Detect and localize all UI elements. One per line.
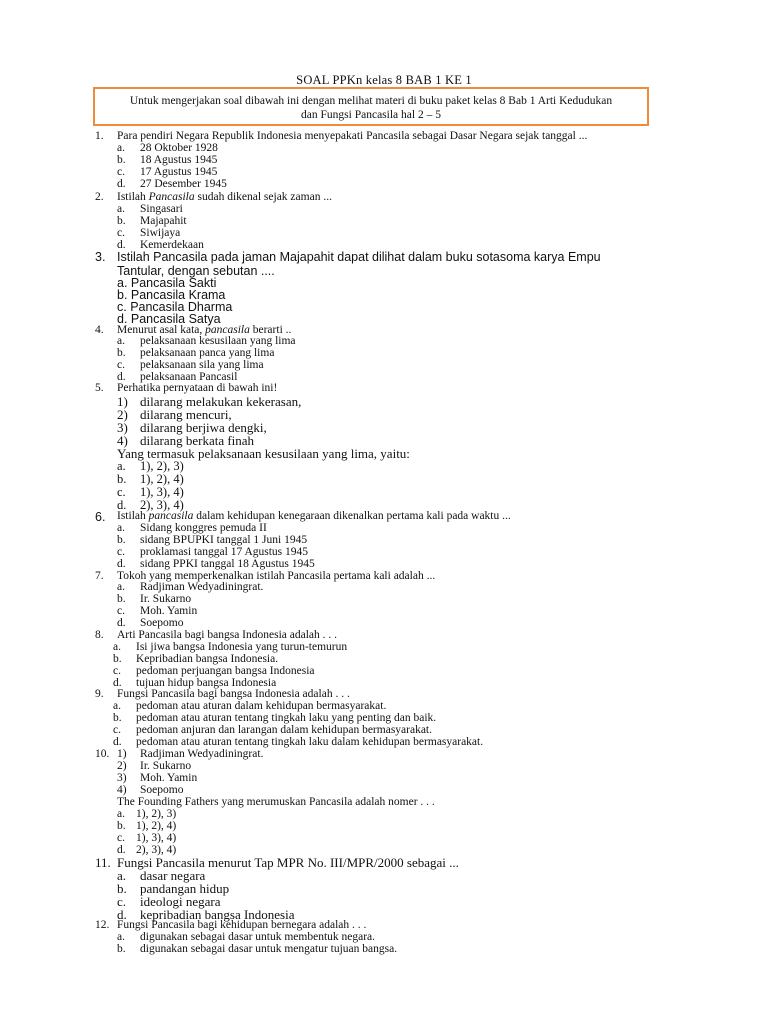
text-part: berarti ..	[249, 324, 292, 336]
option-text: Radjiman Wedyadiningrat.	[140, 581, 264, 593]
option-letter: b.	[113, 653, 122, 665]
statement-number: 3)	[117, 772, 127, 784]
option-text: 27 Desember 1945	[140, 178, 227, 190]
statement-number: 4)	[117, 433, 128, 448]
option-text: Moh. Yamin	[140, 605, 198, 617]
option-text: pelaksanaan sila yang lima	[140, 359, 264, 371]
sub-question: The Founding Fathers yang merumuskan Pancasila adalah nomer . . .	[117, 796, 435, 808]
option-text: Soepomo	[140, 617, 184, 629]
text-part: dalam kehidupan kenegaraan dikenalkan pertama kali pada waktu ...	[193, 510, 511, 522]
option-text: Kepribadian bangsa Indonesia.	[136, 653, 279, 665]
option-text: 1), 2), 3)	[140, 459, 184, 473]
italic-term: pancasila	[148, 510, 194, 522]
text-part: Istilah	[117, 510, 149, 522]
option-letter: b.	[117, 215, 126, 227]
option-letter: d.	[117, 239, 126, 251]
question-number: 2.	[95, 191, 104, 203]
sub-question: Yang termasuk pelaksanaan kesusilaan yang lima, yaitu:	[117, 446, 410, 461]
option-letter: d.	[117, 844, 126, 856]
statement-number: 2)	[117, 760, 127, 772]
statement-text: Moh. Yamin	[140, 772, 198, 784]
question-number: 11.	[95, 855, 111, 870]
option-text: 1), 3), 4)	[140, 485, 184, 499]
option-letter: c.	[113, 724, 121, 736]
option-letter: d.	[117, 178, 126, 190]
option-text: Kemerdekaan	[140, 239, 204, 251]
statement-text: dilarang berkata finah	[140, 433, 255, 448]
question-number: 3.	[95, 250, 106, 264]
question-text	[117, 510, 511, 522]
option-letter: a.	[117, 808, 125, 820]
instruction-box	[93, 87, 649, 126]
option: b. Pancasila Krama	[117, 288, 226, 302]
option-text: pedoman atau aturan dalam kehidupan bermasyarakat.	[136, 700, 387, 712]
option-text: proklamasi tanggal 17 Agustus 1945	[140, 546, 309, 558]
option-text: 17 Agustus 1945	[140, 166, 218, 178]
option-text: dasar negara	[140, 868, 206, 883]
option-letter: a.	[117, 459, 126, 473]
question-number: 12.	[95, 919, 110, 931]
option-letter: d.	[117, 498, 127, 512]
option-letter: c.	[117, 359, 125, 371]
option-letter: b.	[117, 472, 127, 486]
option-text: Singasari	[140, 203, 183, 215]
option-letter: b.	[117, 593, 126, 605]
option-letter: a.	[117, 142, 125, 154]
option-text: 1), 2), 3)	[136, 808, 177, 820]
question-number: 6.	[95, 510, 106, 524]
option-letter: d.	[117, 558, 126, 570]
option-text: sidang BPUPKI tanggal 1 Juni 1945	[140, 534, 308, 546]
question-text: Tokoh yang memperkenalkan istilah Pancasila pertama kali adalah ...	[117, 570, 436, 582]
option-letter: a.	[117, 931, 125, 943]
option-letter: c.	[113, 665, 121, 677]
question-text: Arti Pancasila bagi bangsa Indonesia adalah . . .	[117, 629, 338, 641]
question-text: Para pendiri Negara Republik Indonesia menyepakati Pancasila sebagai Dasar Negara sejak tanggal ...	[117, 130, 588, 142]
option-text: pedoman perjuangan bangsa Indonesia	[136, 665, 315, 677]
option: a. Pancasila Sakti	[117, 276, 217, 290]
option-letter: a.	[117, 868, 127, 883]
option-letter: d.	[113, 736, 122, 748]
option-text: Siwijaya	[140, 227, 181, 239]
option-text: pedoman anjuran dan larangan dalam kehidupan bermasyarakat.	[136, 724, 433, 736]
option-letter: a.	[117, 335, 125, 347]
question-text: Fungsi Pancasila bagi kehidupan bernegara adalah . . .	[117, 919, 367, 931]
option-letter: a.	[117, 203, 125, 215]
question-number: 1.	[95, 130, 104, 142]
question-number: 5.	[95, 382, 104, 394]
question-number: 7.	[95, 570, 104, 582]
statement-number: 2)	[117, 407, 128, 422]
question-text-line-1: Istilah Pancasila pada jaman Majapahit dapat dilihat dalam buku sotasoma karya Empu	[117, 250, 601, 264]
option-text: pelaksanaan kesusilaan yang lima	[140, 335, 296, 347]
option-letter: b.	[117, 154, 126, 166]
question-text: Fungsi Pancasila bagi bangsa Indonesia adalah . . .	[117, 688, 350, 700]
text-part: Istilah	[117, 191, 149, 203]
option-text: pelaksanaan Pancasil	[140, 371, 238, 383]
option-text: Ir. Sukarno	[140, 593, 192, 605]
option-text: pedoman atau aturan tentang tingkah laku yang penting dan baik.	[136, 712, 437, 724]
option-letter: a.	[113, 700, 121, 712]
statement-number: 4)	[117, 784, 127, 796]
statement-number: 1)	[117, 748, 127, 760]
option-text: 28 Oktober 1928	[140, 142, 218, 154]
option-letter: c.	[117, 605, 125, 617]
statement-text: dilarang mencuri,	[140, 407, 232, 422]
option-letter: a.	[117, 522, 125, 534]
page-title: SOAL PPKn kelas 8 BAB 1 KE 1	[296, 73, 472, 87]
option-letter: c.	[117, 485, 126, 499]
option: c. Pancasila Dharma	[117, 300, 233, 314]
option-letter: d.	[117, 907, 127, 922]
option-text: 1), 2), 4)	[136, 820, 177, 832]
option-letter: b.	[113, 712, 122, 724]
question-text	[117, 191, 332, 203]
option-letter: b.	[117, 881, 127, 896]
option-text: kepribadian bangsa Indonesia	[140, 907, 295, 922]
option-letter: a.	[117, 581, 125, 593]
option-text: digunakan sebagai dasar untuk mengatur tujuan bangsa.	[140, 943, 398, 955]
option: d. Pancasila Satya	[117, 312, 221, 326]
option-letter: b.	[117, 820, 126, 832]
question-text: Perhatika pernyataan di bawah ini!	[117, 382, 278, 394]
option-text: 1), 2), 4)	[140, 472, 184, 486]
option-text: Sidang konggres pemuda II	[140, 522, 267, 534]
statement-text: dilarang melakukan kekerasan,	[140, 394, 302, 409]
statement-text: Soepomo	[140, 784, 184, 796]
italic-term: Pancasila	[148, 191, 195, 203]
instruction-line-2: dan Fungsi Pancasila hal 2 – 5	[301, 109, 441, 121]
italic-term: pancasila	[205, 324, 250, 336]
option-letter: b.	[117, 943, 126, 955]
text-part: sudah dikenal sejak zaman ...	[194, 191, 332, 203]
option-letter: b.	[117, 347, 126, 359]
option-letter: d.	[117, 617, 126, 629]
question-text-line-2: Tantular, dengan sebutan ....	[117, 264, 275, 278]
option-text: 1), 3), 4)	[136, 832, 177, 844]
option-text: 18 Agustus 1945	[140, 154, 218, 166]
option-letter: c.	[117, 832, 125, 844]
option-text: pelaksanaan panca yang lima	[140, 347, 275, 359]
option-text: pedoman atau aturan tentang tingkah laku dalam kehidupan bermasyarakat.	[136, 736, 484, 748]
question-number: 9.	[95, 688, 104, 700]
option-letter: c.	[117, 166, 125, 178]
option-text: 2), 3), 4)	[140, 498, 184, 512]
option-letter: a.	[113, 641, 121, 653]
statement-text: Ir. Sukarno	[140, 760, 192, 772]
option-letter: c.	[117, 227, 125, 239]
question-number: 4.	[95, 324, 104, 336]
option-letter: b.	[117, 534, 126, 546]
question-text: Fungsi Pancasila menurut Tap MPR No. III/MPR/2000 sebagai ...	[117, 855, 459, 870]
option-text: 2), 3), 4)	[136, 844, 177, 856]
text-part: Menurut asal kata,	[117, 324, 206, 336]
question-number: 10.	[95, 748, 110, 760]
statement-text: Radjiman Wedyadiningrat.	[140, 748, 264, 760]
option-letter: d.	[113, 677, 122, 689]
option-letter: d.	[117, 371, 126, 383]
option-text: pandangan hidup	[140, 881, 230, 896]
option-text: sidang PPKI tanggal 18 Agustus 1945	[140, 558, 315, 570]
statement-number: 3)	[117, 420, 128, 435]
statement-text: dilarang berjiwa dengki,	[140, 420, 267, 435]
option-text: ideologi negara	[140, 894, 221, 909]
instruction-line-1: Untuk mengerjakan soal dibawah ini dengan melihat materi di buku paket kelas 8 Bab 1 Arti Kedudukan	[129, 95, 613, 107]
statement-number: 1)	[117, 394, 128, 409]
question-number: 8.	[95, 629, 104, 641]
option-text: digunakan sebagai dasar untuk membentuk negara.	[140, 931, 376, 943]
option-letter: c.	[117, 894, 127, 909]
option-text: Isi jiwa bangsa Indonesia yang turun-temurun	[136, 641, 348, 653]
option-text: tujuan hidup bangsa Indonesia	[136, 677, 277, 689]
option-letter: c.	[117, 546, 125, 558]
option-text: Majapahit	[140, 215, 187, 227]
